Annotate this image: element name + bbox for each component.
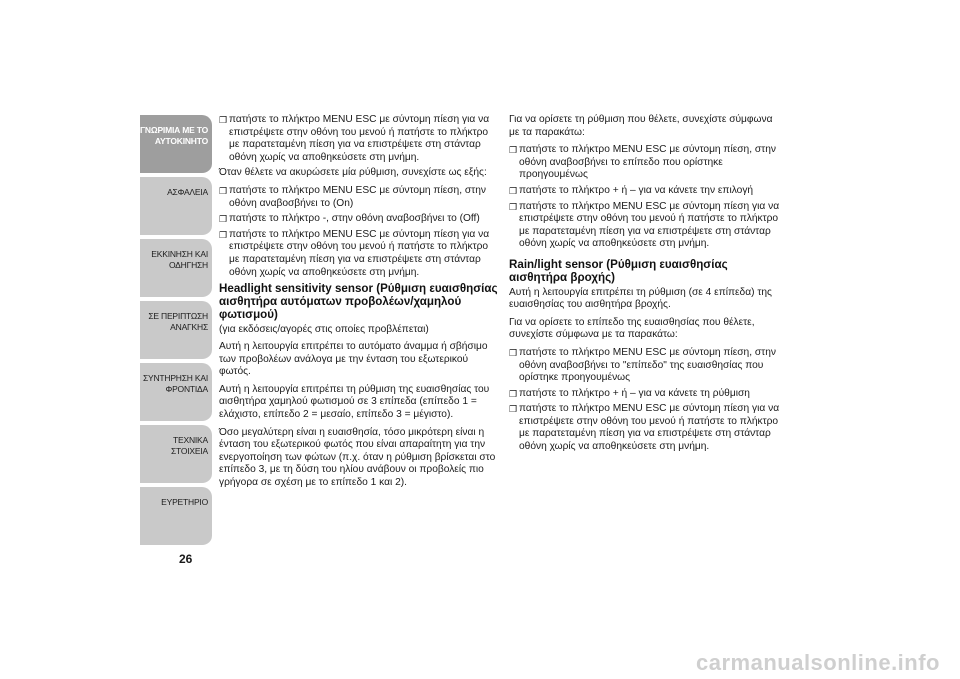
tab-label: ΕΥΡΕΤΗΡΙΟ [161,497,208,507]
bullet-text: πατήστε το πλήκτρο MENU ESC με σύντομη πίεση για να επιστρέψετε στην οθόνη του μενού ή πατήστε το πλήκτρο με παρατεταμένη πίεση για να επιστρέψετε στη στάνταρ οθόνη χωρίς να αποθηκεύσετε στη μνήμη. [519,403,780,453]
bullet-item [219,185,499,210]
bullet-text: πατήστε το πλήκτρο MENU ESC με σύντομη πίεση για να επιστρέψετε στην οθόνη του μενού ή πατήστε το πλήκτρο με παρατεταμένη πίεση για να επιστρέψετε στη στάνταρ οθόνη χωρίς να αποθηκεύσετε στη μνήμη. [519,200,780,250]
tab-label: ΣΕ ΠΕΡΙΠΤΩΣΗ ΑΝΑΓΚΗΣ [148,311,208,332]
bullet-item [509,403,785,453]
right-column [509,114,785,457]
bullet-text: πατήστε το πλήκτρο MENU ESC με σύντομη πίεση για να επιστρέψετε στην οθόνη του μενού ή πατήστε το πλήκτρο με παρατεταμένη πίεση για να επιστρέψετε στη στάνταρ οθόνη χωρίς να αποθηκεύσετε στη μνήμη. [229,114,490,163]
bullet-item [219,213,499,226]
bullet-text: πατήστε το πλήκτρο + ή – για να κάνετε τη ρύθμιση [519,387,750,399]
chapter-sidebar [140,115,212,545]
section-subtitle: (για εκδόσεις/αγορές στις οποίες προβλέπεται) [219,323,429,335]
paragraph: Αυτή η λειτουργία επιτρέπει το αυτόματο άναμμα ή σβήσιμο των προβολέων ανάλογα με την ένταση του εξωτερικού φωτός. [219,341,488,378]
tab-maintenance[interactable] [140,363,212,422]
tab-label: ΑΣΦΑΛΕΙΑ [167,187,208,197]
bullet-item [219,229,499,279]
paragraph: Όσο μεγαλύτερη είναι η ευαισθησία, τόσο μικρότερη είναι η ένταση του εξωτερικού φωτός που είναι απαραίτητη για την ενεργοποίηση των φώτων (π.χ. όταν η ρύθμιση βρίσκεται στο επίπεδο 3, με τη δύση του ηλίου ανάβουν οι προβολείς πιο γρήγορα σε σχέση με το επίπεδο 1 και 2). [219,426,496,489]
bullet-text: πατήστε το πλήκτρο + ή – για να κάνετε την επιλογή [519,184,754,196]
bullet-item [509,185,785,198]
checkbox-bullet-icon: ❒ [219,185,228,196]
section-heading: Rain/light sensor (Ρύθμιση ευαισθησίας αισθητήρα βροχής) [509,257,728,284]
bullet-item [509,388,785,401]
checkbox-bullet-icon: ❒ [509,201,518,212]
tab-emergency[interactable] [140,301,212,360]
tab-starting-driving[interactable] [140,239,212,298]
tab-label: ΓΝΩΡΙΜΙΑ ΜΕ ΤΟ ΑΥΤΟΚΙΝΗΤΟ [140,125,208,146]
section-heading: Headlight sensitivity sensor (Ρύθμιση ευαισθησίας αισθητήρα αυτόματων προβολέων/χαμηλού φωτισμού) [219,282,498,321]
paragraph: Για να ορίσετε το επίπεδο της ευαισθησίας που θέλετε, συνεχίστε σύμφωνα με τα παρακάτω: [509,316,755,341]
checkbox-bullet-icon: ❒ [509,404,518,415]
checkbox-bullet-icon: ❒ [219,214,228,225]
checkbox-bullet-icon: ❒ [219,115,228,125]
bullet-text: πατήστε το πλήκτρο MENU ESC με σύντομη πίεση, στην οθόνη αναβοσβήνει το (On) [229,184,486,209]
page-number: 26 [179,552,193,566]
bullet-item [219,114,499,164]
checkbox-bullet-icon: ❒ [509,145,518,156]
checkbox-bullet-icon: ❒ [509,185,518,196]
bullet-text: πατήστε το πλήκτρο MENU ESC με σύντομη πίεση για να επιστρέψετε στην οθόνη του μενού ή πατήστε το πλήκτρο με παρατεταμένη πίεση για να επιστρέψετε στη στάνταρ οθόνη χωρίς να αποθηκεύσετε στη μνήμη. [229,228,490,278]
tab-label: ΣΥΝΤΗΡΗΣΗ ΚΑΙ ΦΡΟΝΤΙΔΑ [142,373,208,394]
left-column [219,114,499,495]
tab-label: ΕΚΚΙΝΗΣΗ ΚΑΙ ΟΔΗΓΗΣΗ [151,249,208,270]
paragraph: Για να ορίσετε τη ρύθμιση που θέλετε, συνεχίστε σύμφωνα με τα παρακάτω: [509,114,773,138]
checkbox-bullet-icon: ❒ [509,388,518,399]
checkbox-bullet-icon: ❒ [219,229,228,240]
bullet-item [509,144,785,182]
tab-label: ΤΕΧΝΙΚΑ ΣΤΟΙΧΕΙΑ [170,435,208,456]
checkbox-bullet-icon: ❒ [509,347,518,358]
watermark: carmanualsonline.info [696,650,940,675]
bullet-text: πατήστε το πλήκτρο -, στην οθόνη αναβοσβήνει το (Off) [229,213,480,225]
bullet-item [509,347,785,385]
tab-getting-to-know-car[interactable] [140,115,212,174]
tab-technical-data[interactable] [140,425,212,484]
paragraph: Αυτή η λειτουργία επιτρέπει τη ρύθμιση (σε 4 επίπεδα) της ευαισθησίας του αισθητήρα βροχής. [509,286,772,311]
bullet-text: πατήστε το πλήκτρο MENU ESC με σύντομη πίεση, στην οθόνη αναβοσβήνει το επίπεδο που ορίστηκε προηγουμένως [519,144,776,181]
bullet-item [509,201,785,251]
tab-index[interactable] [140,487,212,546]
paragraph: Όταν θέλετε να ακυρώσετε μία ρύθμιση, συνεχίστε ως εξής: [219,167,487,179]
tab-safety[interactable] [140,177,212,236]
bullet-text: πατήστε το πλήκτρο MENU ESC με σύντομη πίεση, στην οθόνη αναβοσβήνει το "επίπεδο" της ευαισθησίας που ορίστηκε προηγουμένως [519,346,776,384]
paragraph: Αυτή η λειτουργία επιτρέπει τη ρύθμιση της ευαισθησίας του αισθητήρα χαμηλού φωτισμού σε 3 επίπεδα (επίπεδο 1 = ελάχιστο, επίπεδο 2 = μεσαίο, επίπεδο 3 = μέγιστο). [219,383,490,421]
